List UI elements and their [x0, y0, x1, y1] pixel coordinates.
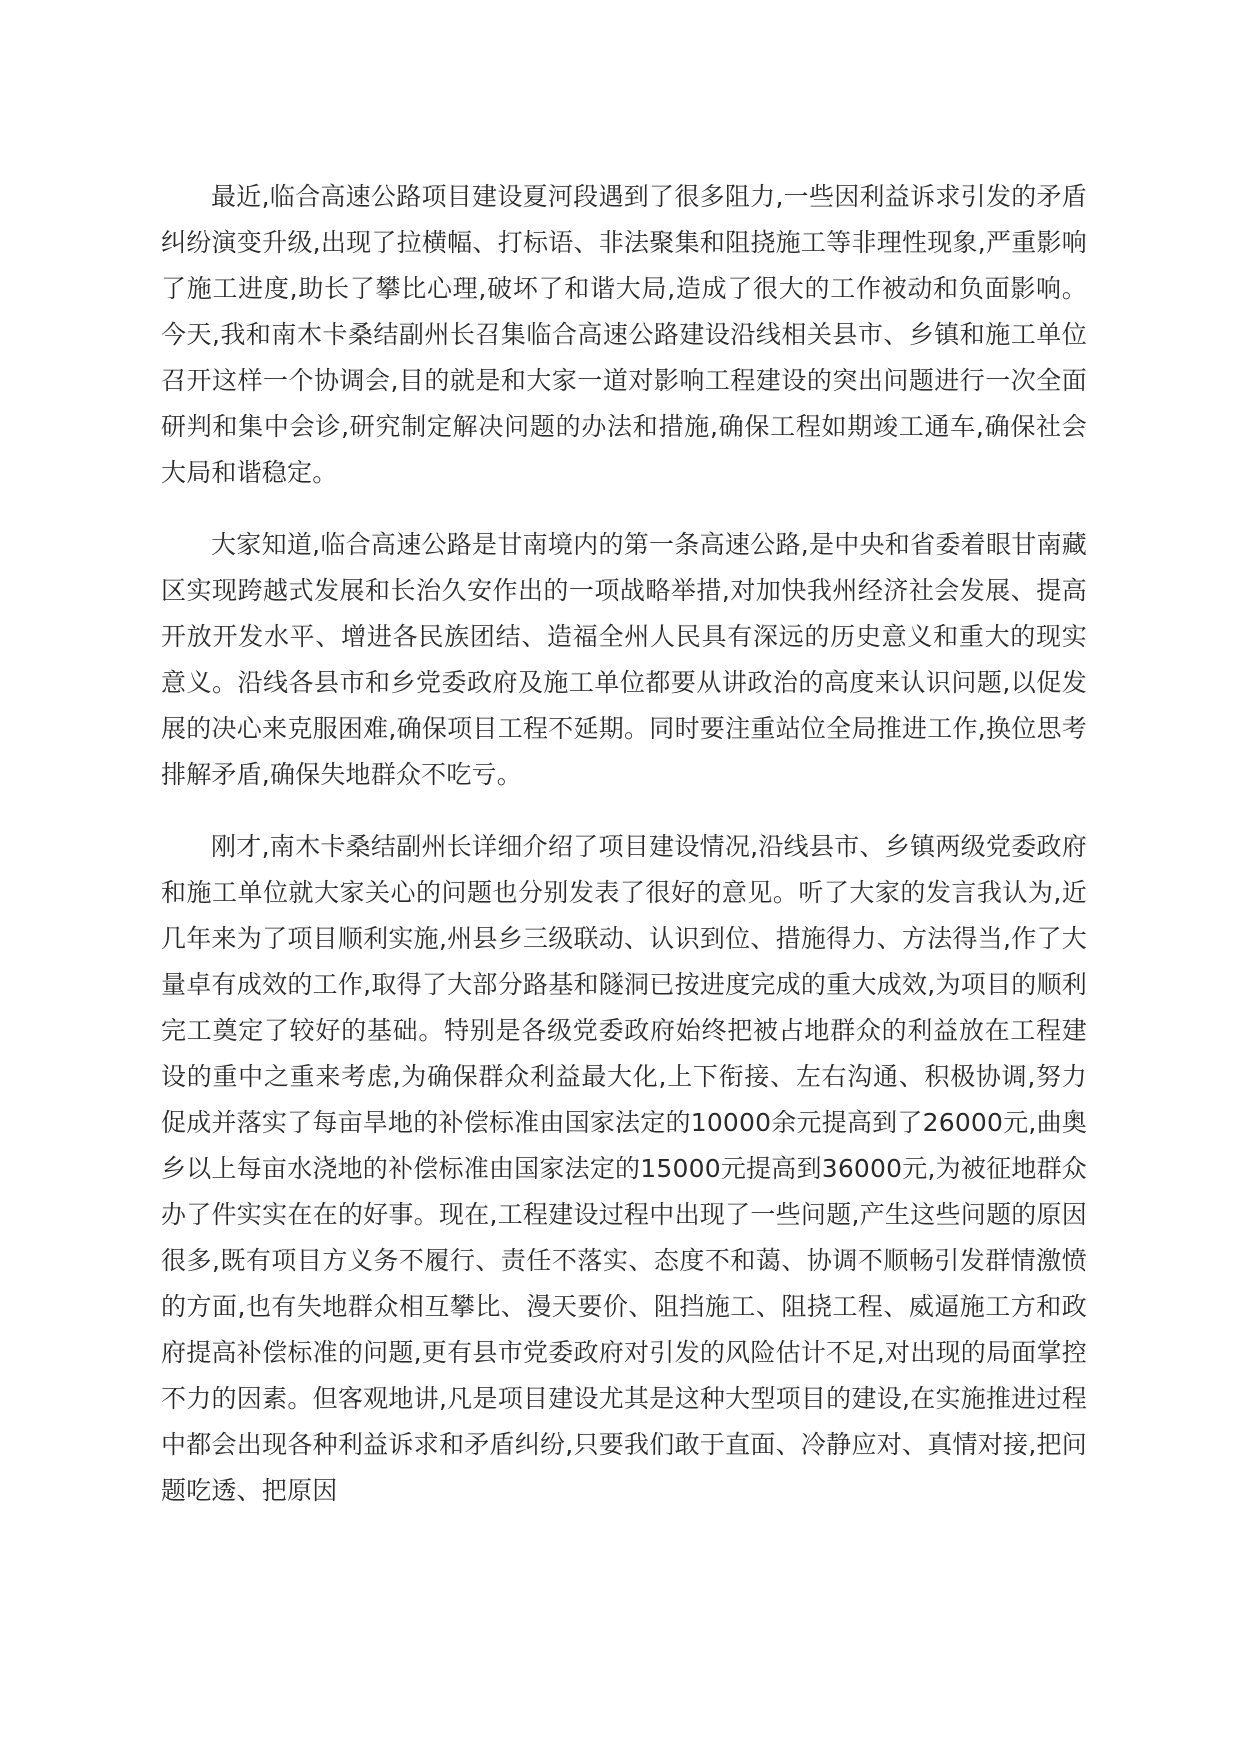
paragraph-3: 刚才,南木卡桑结副州长详细介绍了项目建设情况,沿线县市、乡镇两级党委政府和施工单位就大家关心的问题也分别发表了很好的意见。听了大家的发言我认为,近几年来为了项目顺利实施,州县乡三级联动、认识到位、措施得力、方法得当,作了大量卓有成效的工作,取得了大部分路基和隧洞已按进度完成的重大成效,为项目的顺利完工奠定了较好的基础。特别是各级党委政府始终把被占地群众的利益放在工程建设的重中之重来考虑,为确保群众利益最大化,上下衔接、左右沟通、积极协调,努力促成并落实了每亩旱地的补偿标准由国家法定的10000余元提高到了26000元,曲奥乡以上每亩水浇地的补偿标准由国家法定的15000元提高到36000元,为被征地群众办了件实实在在的好事。现在,工程建设过程中出现了一些问题,产生这些问题的原因很多,既有项目方义务不履行、责任不落实、态度不和蔼、协调不顺畅引发群情激愤的方面,也有失地群众相互攀比、漫天要价、阻挡施工、阻挠工程、威逼施工方和政府提高补偿标准的问题,更有县市党委政府对引发的风险估计不足,对出现的局面掌控不力的因素。但客观地讲,凡是项目建设尤其是这种大型项目的建设,在实施推进过程中都会出现各种利益诉求和矛盾纠纷,只要我们敢于直面、冷静应对、真情对接,把问题吃透、把原因: [161, 832, 1087, 1505]
paragraph-1: 最近,临合高速公路项目建设夏河段遇到了很多阻力,一些因利益诉求引发的矛盾纠纷演变升级,出现了拉横幅、打标语、非法聚集和阻挠施工等非理性现象,严重影响了施工进度,助长了攀比心理,破坏了和谐大局,造成了很大的工作被动和负面影响。今天,我和南木卡桑结副州长召集临合高速公路建设沿线相关县市、乡镇和施工单位召开这样一个协调会,目的就是和大家一道对影响工程建设的突出问题进行一次全面研判和集中会诊,研究制定解决问题的办法和措施,确保工程如期竣工通车,确保社会大局和谐稳定。: [161, 182, 1087, 487]
paragraph-2: 大家知道,临合高速公路是甘南境内的第一条高速公路,是中央和省委着眼甘南藏区实现跨越式发展和长治久安作出的一项战略举措,对加快我州经济社会发展、提高开放开发水平、增进各民族团结、造福全州人民具有深远的历史意义和重大的现实意义。沿线各县市和乡党委政府及施工单位都要从讲政治的高度来认识问题,以促发展的决心来克服困难,确保项目工程不延期。同时要注重站位全局推进工作,换位思考排解矛盾,确保失地群众不吃亏。: [161, 530, 1087, 789]
